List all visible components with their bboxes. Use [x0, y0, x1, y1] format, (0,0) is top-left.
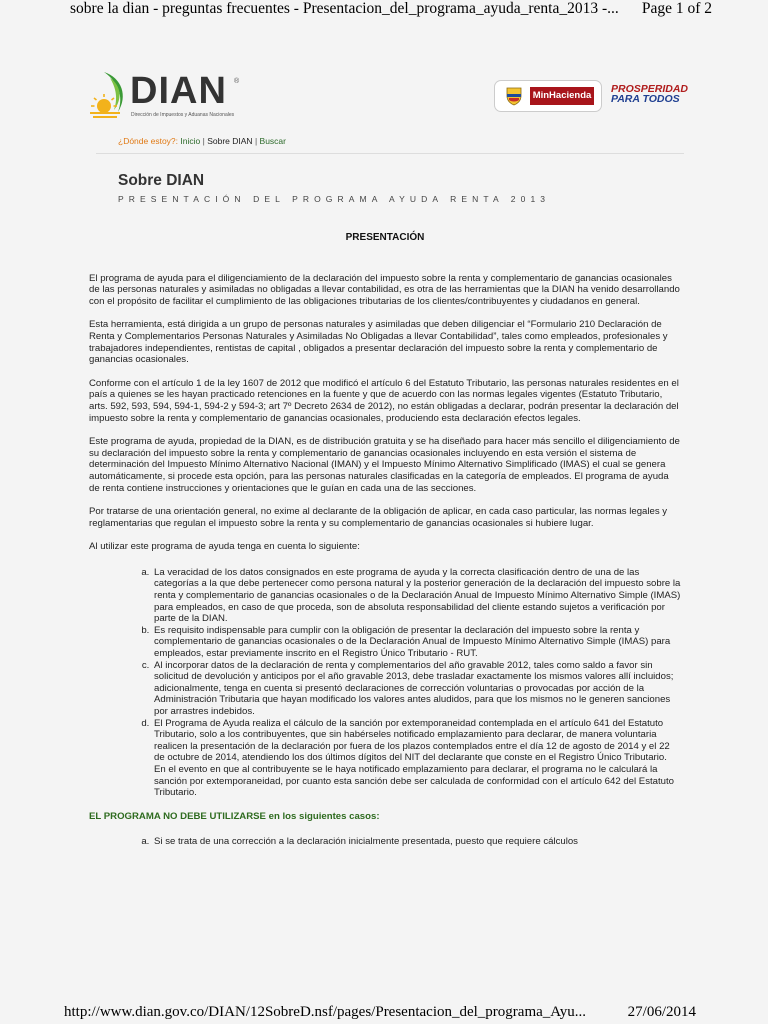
dian-registered-mark: ® — [234, 78, 240, 85]
prosperidad-logo[interactable] — [611, 84, 688, 104]
print-header-title: sobre la dian - preguntas frecuentes - Presentacion_del_programa_ayuda_renta_2013 -... — [70, 0, 619, 17]
paragraph: Por tratarse de una orientación general, no exime al declarante de la obligación de aplicar, en cada caso particular, las normas legales y reglamentarias que regulan el impuesto sobre la renta y su complementario de ganancias ocasionales si hubiere lugar. — [89, 506, 668, 529]
list-item: d. El Programa de Ayuda realiza el cálculo de la sanción por extemporaneidad contemplada en el artículo 641 del Estatuto Tributario, solo a los contribuyentes, que sin habérseles notificado emplazamiento para declarar, de manera voluntaria realicen la presentación de la declaración por fuera de los plazos contemplados entre el día 12 de agosto de 2014 y el 22 de octubre de 2014, atendiendo los dos últimos dígitos del NIT del declarante que conste en el Registro Único Tributario. En el evento en que al contribuyente se le haya notificado emplazamiento para declarar, el programa no le calculará la sanción por extemporaneidad, por cuanto esta sanción debe ser calculada de conformidad con el artículo 642 del Estatuto Tributario. — [152, 718, 681, 799]
dian-logo-text: DIAN — [130, 70, 227, 112]
print-footer-date: 27/06/2014 — [627, 1004, 696, 1020]
breadcrumb-buscar-link[interactable]: Buscar — [259, 136, 286, 146]
considerations-list — [89, 567, 681, 799]
dian-sun-icon — [88, 68, 130, 124]
dian-logo-subtitle: Dirección de Impuestos y Aduanas Nacionales — [131, 112, 235, 118]
breadcrumb-separator: | — [254, 136, 258, 146]
paragraph: Este programa de ayuda, propiedad de la DIAN, es de distribución gratuita y se ha diseñado para hacer más sencillo el diligenciamiento de su declaración del impuesto sobre la renta y complementario de ganancias ocasionales incluyendo en esta versión el sistema de determinación del Impuesto Mínimo Alternativo Nacional (IMAN) y el Impuesto Mínimo Alternativo Simplificado (IMAS) el cual se genera automáticamente, si procede esta opción, para las personas naturales clasificadas en la categoría de empleados. El programa de ayuda de renta contiene instrucciones y orientaciones que le guían en cada una de las secciones. — [89, 436, 680, 494]
print-footer-url: http://www.dian.gov.co/DIAN/12SobreD.nsf/pages/Presentacion_del_programa_Ayu... — [64, 1004, 586, 1020]
minhacienda-label: MinHacienda — [530, 87, 594, 105]
paragraph: El programa de ayuda para el diligenciamiento de la declaración del impuesto sobre la renta y complementario de ganancias ocasionales de las personas naturales y asimiladas no obligadas a llevar contabilidad, es otra de las herramientas que la DIAN ha venido desarrollando con el propósito de facilitar el cumplimiento de las obligaciones tributarias de los clientes/contribuyentes y ciudadanos en general. — [89, 272, 680, 307]
breadcrumb-current: Sobre DIAN — [207, 136, 253, 146]
prosperidad-line2: PARA TODOS — [611, 93, 680, 105]
list-item: b. Es requisito indispensable para cumplir con la obligación de presentar la declaración del impuesto sobre la renta y complementario de ganancias ocasionales o de la Declaración Anual de Impuesto Mínimo Alternativo Simple (IMAS) para empleados, estar previamente inscrito en el Registro Único Tributario - RUT. — [152, 625, 681, 660]
document-heading: PRESENTACIÓN — [345, 232, 425, 243]
paragraph: Esta herramienta, está dirigida a un grupo de personas naturales y asimiladas que deben diligenciar el “Formulario 210 Declaración de Renta y Complementarios Personas Naturales y Asimiladas No Obligadas a llevar Contabilidad”, tales como empleados, profesionales y trabajadores independientes, rentistas de capital , obligados a presentar declaración del impuesto sobre la renta y complementario de ganancias ocasionales. — [89, 319, 668, 366]
paragraph: Conforme con el artículo 1 de la ley 1607 de 2012 que modificó el artículo 6 del Estatuto Tributario, las personas naturales residentes en el país a quienes se les hayan practicado retenciones en la fuente y que de acuerdo con las normas legales vigentes (Estatuto Tributario, arts. 592, 593, 594, 594-1, 594-2 y 594-3; art 7º Decreto 2634 de 2012), no están obligadas a declarar, podrán presentar la declaración del impuesto sobre la renta y complementario de ganancias ocasionales, produciendo esta declaración efectos legales. — [89, 377, 679, 424]
breadcrumb-separator: | — [202, 136, 205, 146]
print-footer — [0, 1004, 768, 1024]
list-item: c. Al incorporar datos de la declaración de renta y complementarios del año gravable 2012, tales como saldo a favor sin solicitud de devolución y anticipos por el año gravable 2013, debe trasladar exactamente los mismos valores allí incluidos; adicionalmente, tenga en cuenta si presentó declaraciones de corrección voluntarias o provocadas por acción de la Administración Tributaria que hayan modificado los valores antes aludidos, para que los mismos no le generen sanciones por arrastres indebidos. — [152, 660, 681, 718]
paragraph: Al utilizar este programa de ayuda tenga en cuenta lo siguiente: — [89, 541, 360, 553]
warning-heading: EL PROGRAMA NO DEBE UTILIZARSE en los siguientes casos: — [89, 810, 380, 822]
document-body — [89, 232, 681, 858]
breadcrumb — [118, 136, 286, 146]
minhacienda-badge[interactable] — [494, 80, 602, 112]
coat-of-arms-icon — [503, 86, 525, 106]
list-item: a. La veracidad de los datos consignados en este programa de ayuda y la correcta clasificación dentro de una de las categorías a la que debe pertenecer como persona natural y la posterior generación de la declaración del impuesto sobre la renta y complementario de ganancias ocasionales o de la Declaración Anual de Impuesto Mínimo Alternativo Simple (IMAS) para empleados, en caso de que proceda, son de absoluta responsabilidad del cliente estando sujetos a verificación por parte de la DIAN. — [152, 567, 681, 625]
print-header — [0, 0, 768, 22]
list-item: a. Si se trata de una corrección a la declaración inicialmente presentada, puesto que requiere cálculos — [152, 836, 681, 848]
header-divider — [96, 153, 684, 154]
partner-logos — [494, 80, 688, 112]
page-title: Sobre DIAN — [118, 172, 205, 189]
prosperidad-line1: PROSPERIDAD — [611, 83, 689, 95]
breadcrumb-question: ¿Dónde estoy?: — [118, 136, 179, 146]
page-subtitle: PRESENTACIÓN DEL PROGRAMA AYUDA RENTA 2013 — [118, 194, 551, 204]
dian-logo[interactable] — [88, 68, 248, 124]
print-header-page: Page 1 of 2 — [641, 0, 712, 17]
exclusions-list — [89, 836, 681, 848]
breadcrumb-inicio-link[interactable]: Inicio — [180, 136, 201, 146]
